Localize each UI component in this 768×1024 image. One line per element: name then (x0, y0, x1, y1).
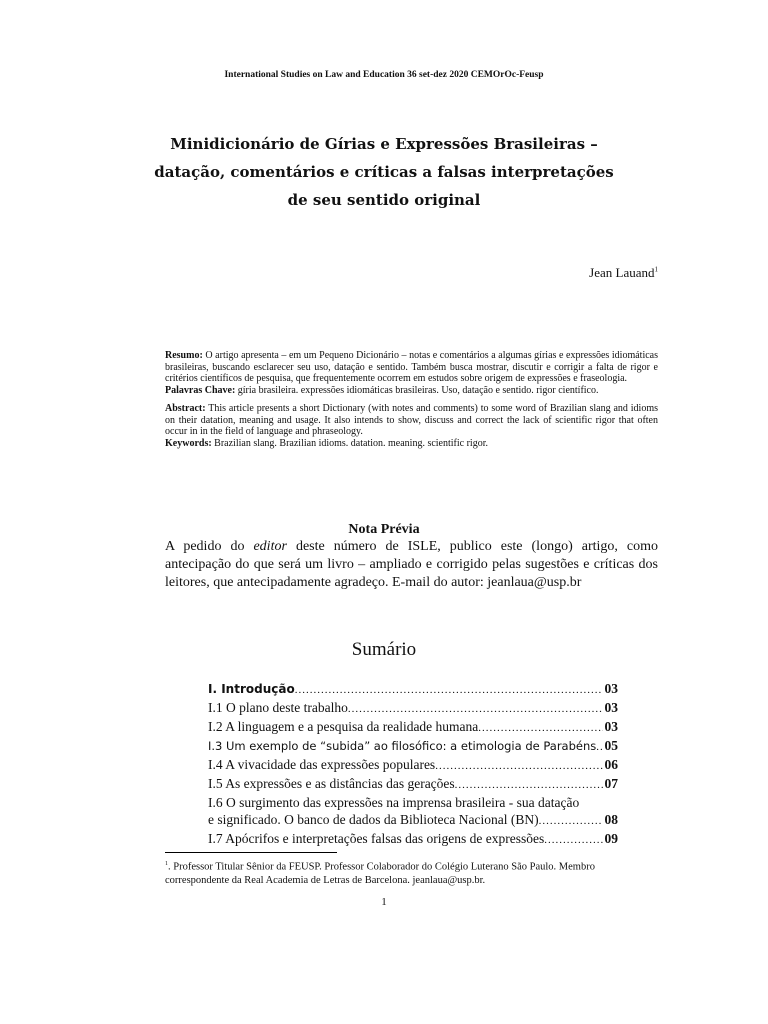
palavras-chave-paragraph (165, 385, 658, 397)
nota-text-after: deste número de ISLE, publico este (longo) artigo, como antecipação do que será um livro – ampliado e corrigido pelas sugestões e críticas dos leitores, que antecipadamente agradeço. E-mail do autor: jeanlaua@usp.br (165, 539, 659, 590)
author-name-text: Jean Lauand (589, 265, 655, 280)
toc-leader-dots (435, 758, 602, 775)
toc-entry-label: I.4 A vivacidade das expressões populares (208, 757, 436, 772)
toc-entry-page: 07 (604, 776, 618, 791)
toc-leader-dots (295, 682, 603, 699)
footnote-marker: 1 (165, 861, 168, 867)
nota-previa-body (165, 538, 658, 592)
resumo-label: Resumo: (165, 350, 203, 361)
toc-entry-label: I.5 As expressões e as distâncias das gerações (208, 776, 455, 791)
toc-leader-dots (539, 813, 603, 830)
palavras-chave-label: Palavras Chave: (165, 384, 236, 396)
author-footnote-marker: 1 (654, 265, 658, 274)
toc-entry[interactable] (208, 718, 618, 737)
sumario-heading: Sumário (351, 639, 417, 660)
abstract-label: Abstract: (165, 403, 206, 414)
toc-entry-first-line[interactable] (208, 794, 618, 811)
page-number: 1 (381, 896, 387, 908)
nota-previa-heading: Nota Prévia (348, 522, 420, 537)
nota-text-before: A pedido do (165, 539, 245, 554)
title-line-2: datação, comentários e críticas a falsas interpretações (154, 163, 614, 181)
toc-leader-dots (348, 701, 603, 718)
toc-entry-page: 09 (604, 831, 618, 846)
table-of-contents (208, 680, 618, 849)
journal-header: International Studies on Law and Education 36 set-dez 2020 CEMOrOc-Feusp (224, 70, 544, 80)
author-name (589, 265, 658, 281)
toc-entry[interactable] (208, 737, 618, 756)
title-line-3: de seu sentido original (287, 191, 481, 209)
toc-entry-page: 03 (604, 719, 618, 734)
footnote (165, 858, 658, 887)
toc-entry-page: 06 (604, 757, 618, 772)
keywords-label: Keywords: (165, 437, 212, 449)
toc-entry[interactable] (208, 830, 618, 849)
toc-entry[interactable] (208, 680, 618, 699)
toc-entry[interactable] (208, 756, 618, 775)
title-line-1: Minidicionário de Gírias e Expressões Brasileiras – (170, 135, 598, 153)
keywords-paragraph (165, 438, 658, 450)
toc-entry-label: e significado. O banco de dados da Biblioteca Nacional (BN) (208, 812, 539, 827)
abstract-paragraph (165, 403, 658, 438)
article-title (60, 130, 708, 214)
toc-leader-dots (455, 777, 603, 794)
toc-entry-label: I.3 Um exemplo de “subida” ao filosófico: a etimologia de Parabéns (208, 739, 597, 753)
resumo-paragraph (165, 350, 658, 385)
footnote-divider (165, 852, 337, 853)
toc-entry-label: I.1 O plano deste trabalho (208, 700, 348, 715)
toc-entry-label: I.6 O surgimento das expressões na imprensa brasileira - sua datação (208, 795, 580, 810)
resumo-text: O artigo apresenta – em um Pequeno Dicionário – notas e comentários a algumas gírias e expressões idiomáticas brasileiras, buscando esclarecer seu uso, datação e sentido. Também busca mostrar, discutir e corrigir a falta de rigor e critérios científicos de pesquisa, que frequentemente ocorrem em estudos sobre origem de expressões e fraseologia. (165, 350, 659, 384)
toc-entry[interactable] (208, 775, 618, 794)
palavras-chave-text: gíria brasileira. expressões idiomáticas brasileiras. Uso, datação e sentido. rigor científico. (237, 384, 599, 396)
toc-entry-label: I.2 A linguagem e a pesquisa da realidade humana (208, 719, 479, 734)
toc-entry-continuation[interactable] (208, 811, 618, 830)
toc-entry-page: 03 (604, 700, 618, 715)
nota-italic-word: editor (253, 539, 287, 554)
toc-entry-page: 03 (604, 681, 618, 696)
toc-leader-dots (544, 832, 602, 849)
toc-entry[interactable] (208, 699, 618, 718)
footnote-text: . Professor Titular Sênior da FEUSP. Professor Colaborador do Colégio Luterano São Paulo. Membro correspondente da Real Academia de Letras de Barcelona. jeanlaua@usp.br. (165, 861, 595, 886)
toc-leader-dots (478, 720, 602, 737)
abstract-text: This article presents a short Dictionary (with notes and comments) to some word of Brazilian slang and idioms on their datation, meaning and usage. It also intends to show, discuss and correct the lack of scientific rigor that often occur in in the field of language and phraseology. (165, 403, 658, 437)
toc-entry-label: I. Introdução (208, 682, 295, 696)
toc-entry-page: 08 (604, 812, 618, 827)
abstract-block (165, 350, 658, 449)
toc-entry-label: I.7 Apócrifos e interpretações falsas das origens de expressões (208, 831, 545, 846)
toc-entry-page: 05 (604, 738, 618, 753)
keywords-text: Brazilian slang. Brazilian idioms. datation. meaning. scientific rigor. (214, 437, 488, 449)
